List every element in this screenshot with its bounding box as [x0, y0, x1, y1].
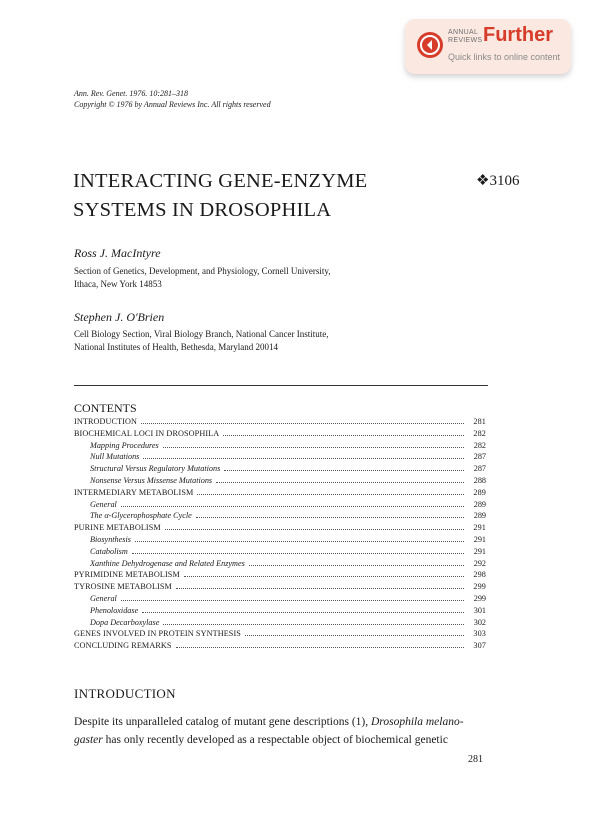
toc-entry[interactable]: [74, 559, 486, 571]
section-heading: INTRODUCTION: [74, 686, 176, 701]
toc-entry-page: 299: [473, 593, 486, 603]
toc-entry-label: Null Mutations: [90, 452, 140, 462]
citation: [74, 88, 271, 110]
citation-copyright: Copyright © 1976 by Annual Reviews Inc. All rights reserved: [74, 100, 271, 109]
toc-entry[interactable]: [74, 441, 486, 453]
toc-leader-dots: [121, 500, 464, 507]
toc-entry-page: 282: [473, 428, 486, 438]
toc-leader-dots: [121, 594, 464, 601]
toc-leader-dots: [163, 618, 464, 625]
author-affiliation: Cell Biology Section, Viral Biology Branch, National Cancer Institute, National Institutes of Health, Bethesda, Maryland 20014: [74, 329, 329, 352]
toc-entry-page: 287: [473, 464, 486, 474]
toc-leader-dots: [176, 641, 464, 648]
toc-entry-label: PYRIMIDINE METABOLISM: [74, 570, 180, 580]
toc-entry-label: INTRODUCTION: [74, 417, 138, 426]
toc-entry-page: 307: [473, 641, 486, 651]
toc-entry-label: INTERMEDIARY METABOLISM: [74, 487, 194, 497]
toc-entry-label: TYROSINE METABOLISM: [74, 582, 172, 592]
page-number: 281: [468, 754, 483, 765]
toc-entry-label: Mapping Procedures: [90, 440, 159, 450]
toc-entry-label: CONCLUDING REMARKS: [74, 641, 172, 651]
toc-entry-page: 288: [473, 475, 486, 485]
toc-entry[interactable]: [74, 452, 486, 464]
toc-entry[interactable]: [74, 417, 486, 429]
toc-leader-dots: [176, 582, 464, 589]
badge-further-label: Further: [483, 24, 553, 46]
toc-entry[interactable]: [74, 629, 486, 641]
toc-entry[interactable]: [74, 641, 486, 653]
toc-leader-dots: [249, 559, 464, 566]
toc-leader-dots: [163, 441, 464, 448]
table-of-contents: [74, 417, 486, 653]
toc-leader-dots: [224, 464, 464, 471]
toc-entry-page: 299: [473, 582, 486, 592]
toc-entry[interactable]: [74, 500, 486, 512]
toc-entry[interactable]: [74, 476, 486, 488]
author-name: Ross J. MacIntyre: [74, 246, 161, 260]
toc-entry-label: GENES INVOLVED IN PROTEIN SYNTHESIS: [74, 629, 241, 639]
toc-entry[interactable]: [74, 488, 486, 500]
toc-entry-page: 291: [473, 546, 486, 556]
toc-entry-page: 298: [473, 570, 486, 580]
toc-entry-label: Nonsense Versus Missense Mutations: [90, 475, 213, 485]
article-title: INTERACTING GENE-ENZYME SYSTEMS IN DROSOPHILA: [73, 170, 368, 221]
toc-leader-dots: [223, 429, 464, 436]
citation-journal: Ann. Rev. Genet. 1976. 10:281–318: [74, 89, 189, 98]
toc-leader-dots: [196, 511, 464, 518]
contents-heading: CONTENTS: [74, 401, 137, 415]
toc-entry-label: Biosynthesis: [90, 534, 131, 544]
toc-entry[interactable]: [74, 429, 486, 441]
toc-leader-dots: [141, 417, 464, 424]
toc-entry-page: 289: [473, 499, 486, 509]
badge-publisher-label: ANNUAL REVIEWS: [448, 29, 483, 44]
toc-entry-label: Structural Versus Regulatory Mutations: [90, 464, 221, 474]
toc-entry[interactable]: [74, 618, 486, 630]
toc-entry-label: Catabolism: [90, 546, 128, 556]
toc-entry-page: 281: [473, 417, 486, 426]
toc-leader-dots: [132, 547, 464, 554]
toc-leader-dots: [184, 570, 464, 577]
play-arrow-icon: [417, 32, 443, 58]
toc-leader-dots: [165, 523, 464, 530]
body-paragraph: Despite its unparalleled catalog of mutant gene descriptions (1), Drosophila melano- gaster has only recently developed as a respectable object of biochemical genetic: [74, 716, 464, 746]
toc-entry-page: 302: [473, 617, 486, 627]
author-affiliation: Section of Genetics, Development, and Physiology, Cornell University, Ithaca, New York 14853: [74, 266, 331, 289]
toc-leader-dots: [197, 488, 464, 495]
toc-entry-page: 303: [473, 629, 486, 639]
toc-entry-page: 289: [473, 511, 486, 521]
toc-entry-page: 301: [473, 605, 486, 615]
toc-entry-label: Xanthine Dehydrogenase and Related Enzymes: [90, 558, 245, 568]
toc-entry-label: The α-Glycerophosphate Cycle: [90, 511, 192, 521]
toc-entry-page: 282: [473, 440, 486, 450]
toc-entry-page: 291: [473, 534, 486, 544]
toc-entry-page: 289: [473, 487, 486, 497]
toc-entry[interactable]: [74, 523, 486, 535]
author-name: Stephen J. O'Brien: [74, 310, 165, 324]
toc-entry-page: 287: [473, 452, 486, 462]
badge-subtitle: Quick links to online content: [448, 52, 561, 62]
toc-entry-label: Phenoloxidase: [90, 605, 139, 615]
toc-entry[interactable]: [74, 547, 486, 559]
divider: [74, 385, 488, 386]
toc-entry[interactable]: [74, 606, 486, 618]
toc-leader-dots: [143, 452, 464, 459]
article-code: ❖3106: [476, 173, 520, 189]
toc-entry-label: General: [90, 593, 117, 603]
toc-entry[interactable]: [74, 464, 486, 476]
toc-entry-label: PURINE METABOLISM: [74, 523, 161, 533]
toc-entry[interactable]: [74, 535, 486, 547]
further-badge[interactable]: [405, 19, 571, 74]
toc-leader-dots: [245, 629, 464, 636]
toc-leader-dots: [135, 535, 464, 542]
toc-leader-dots: [216, 476, 464, 483]
toc-entry[interactable]: [74, 594, 486, 606]
toc-entry-label: General: [90, 499, 117, 509]
toc-entry-label: Dopa Decarboxylase: [90, 617, 160, 627]
toc-leader-dots: [142, 606, 464, 613]
toc-entry-page: 291: [473, 523, 486, 533]
toc-entry-label: BIOCHEMICAL LOCI IN DROSOPHILA: [74, 428, 220, 438]
toc-entry[interactable]: [74, 570, 486, 582]
toc-entry-page: 292: [473, 558, 486, 568]
toc-entry[interactable]: [74, 582, 486, 594]
toc-entry[interactable]: [74, 511, 486, 523]
